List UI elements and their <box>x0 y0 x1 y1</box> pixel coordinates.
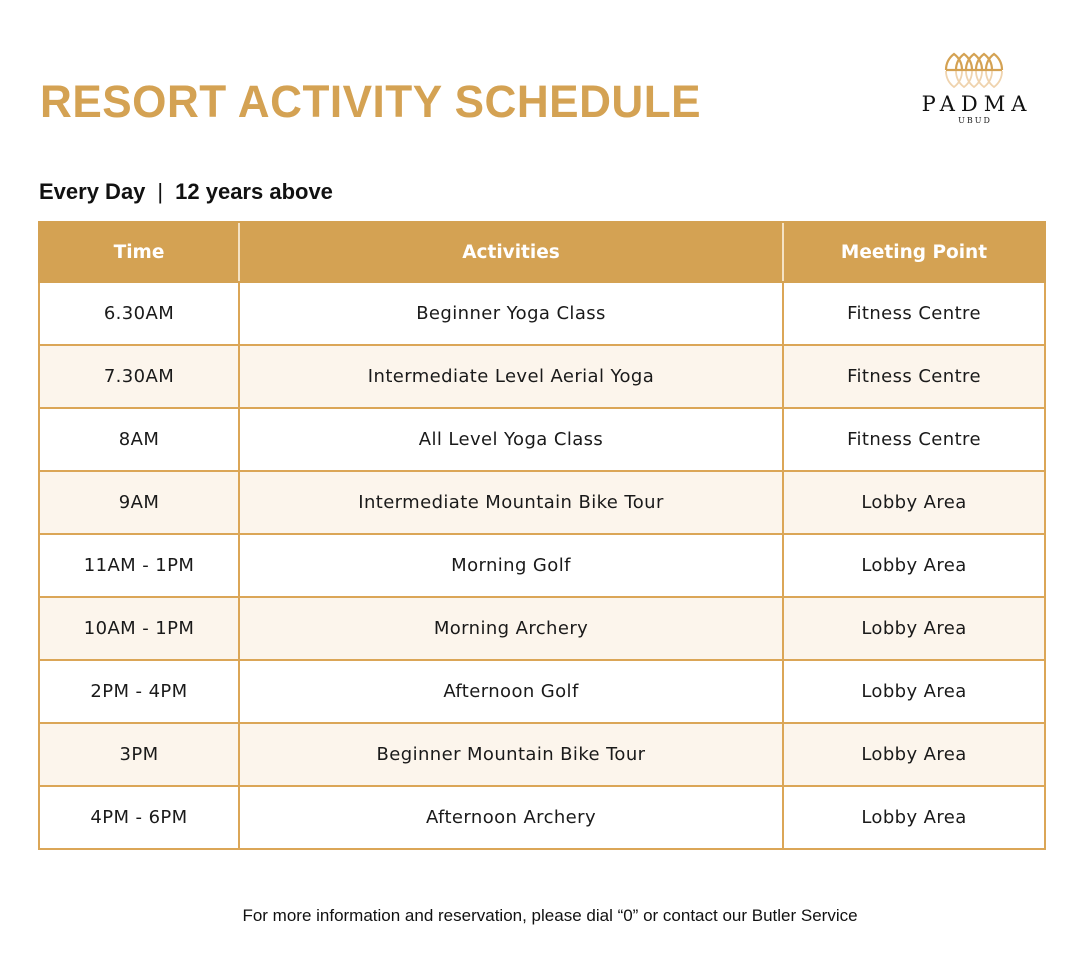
meeting-point-cell: Lobby Area <box>783 534 1045 597</box>
logo-location: UBUD <box>958 116 992 125</box>
reservation-note: For more information and reservation, please dial “0” or contact our Butler Service <box>242 906 858 925</box>
time-cell: 11AM - 1PM <box>39 534 239 597</box>
table-row <box>39 786 1045 849</box>
time-cell: 6.30AM <box>39 282 239 345</box>
table-row <box>39 408 1045 471</box>
time-cell: 10AM - 1PM <box>39 597 239 660</box>
activity-cell: All Level Yoga Class <box>239 408 783 471</box>
age-label: 12 years above <box>175 179 333 204</box>
time-cell: 2PM - 4PM <box>39 660 239 723</box>
activity-cell: Beginner Mountain Bike Tour <box>239 723 783 786</box>
table-row <box>39 723 1045 786</box>
meeting-point-cell: Fitness Centre <box>783 282 1045 345</box>
table-row <box>39 597 1045 660</box>
activity-cell: Intermediate Level Aerial Yoga <box>239 345 783 408</box>
meeting-point-cell: Lobby Area <box>783 471 1045 534</box>
meeting-point-cell: Fitness Centre <box>783 408 1045 471</box>
activity-cell: Intermediate Mountain Bike Tour <box>239 471 783 534</box>
meeting-point-cell: Lobby Area <box>783 723 1045 786</box>
activity-cell: Morning Golf <box>239 534 783 597</box>
lotus-crown-icon <box>912 50 1036 90</box>
meeting-point-cell: Lobby Area <box>783 660 1045 723</box>
activity-cell: Morning Archery <box>239 597 783 660</box>
table-row <box>39 345 1045 408</box>
page-title: RESORT ACTIVITY SCHEDULE <box>40 76 702 127</box>
padma-logo <box>912 50 1036 140</box>
table-row <box>39 660 1045 723</box>
activity-cell: Afternoon Golf <box>239 660 783 723</box>
frequency-label: Every Day <box>39 179 146 204</box>
meeting-point-cell: Fitness Centre <box>783 345 1045 408</box>
table-row <box>39 282 1045 345</box>
time-cell: 3PM <box>39 723 239 786</box>
time-cell: 9AM <box>39 471 239 534</box>
table-header-row <box>39 222 1045 282</box>
activity-cell: Beginner Yoga Class <box>239 282 783 345</box>
schedule-subtitle <box>39 178 333 206</box>
activity-schedule-table <box>38 221 1046 850</box>
subtitle-separator: | <box>157 179 164 204</box>
column-header-time: Time <box>39 222 239 282</box>
meeting-point-cell: Lobby Area <box>783 786 1045 849</box>
table-row <box>39 471 1045 534</box>
time-cell: 8AM <box>39 408 239 471</box>
table-row <box>39 534 1045 597</box>
meeting-point-cell: Lobby Area <box>783 597 1045 660</box>
activity-cell: Afternoon Archery <box>239 786 783 849</box>
logo-name: PADMA <box>921 92 1033 116</box>
time-cell: 7.30AM <box>39 345 239 408</box>
column-header-meeting-point: Meeting Point <box>783 222 1045 282</box>
column-header-activities: Activities <box>239 222 783 282</box>
time-cell: 4PM - 6PM <box>39 786 239 849</box>
